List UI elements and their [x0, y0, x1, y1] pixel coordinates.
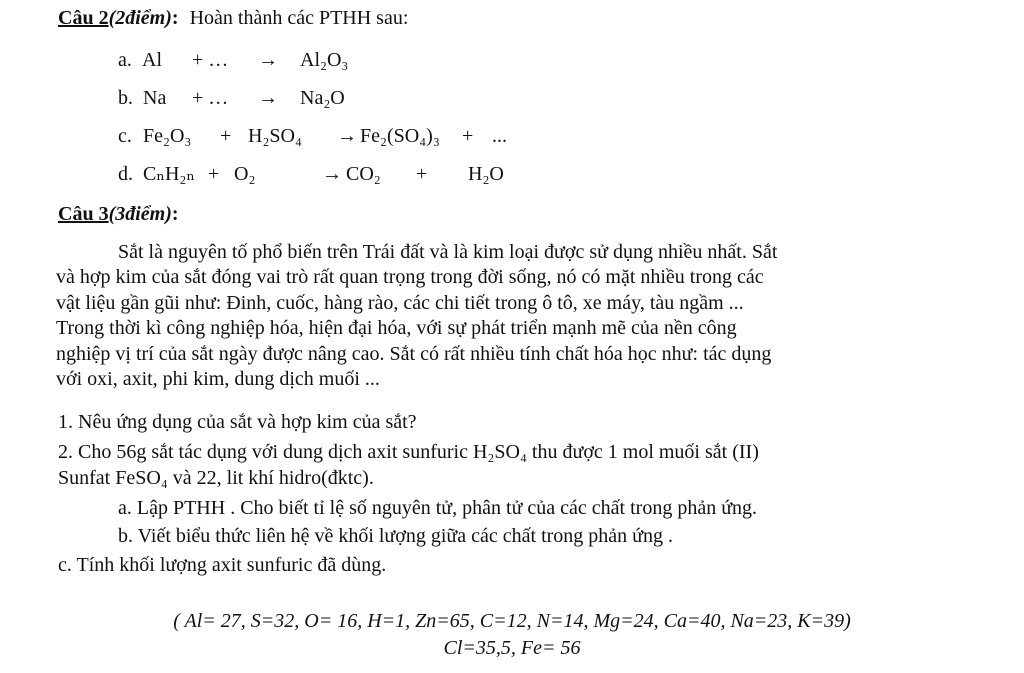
q3-sub-b: b. Viết biểu thức liên hệ về khối lượng giữa các chất trong phản ứng .	[118, 525, 673, 547]
q3-item-2-line-1: 2. Cho 56g sắt tác dụng với dung dịch axit sunfuric H₂SO₄ thu được 1 mol muối sắt (II)	[58, 441, 759, 463]
eq-d-plus-1: +	[208, 163, 220, 185]
q2-equation-d	[0, 164, 1024, 188]
eq-a-arrow: →	[258, 49, 278, 71]
q3-intro-paragraph	[56, 240, 946, 392]
eq-b-reactant: Na	[143, 87, 167, 109]
paragraph-line: vật liệu gần gũi như: Đinh, cuốc, hàng rào, các chi tiết trong ô tô, xe máy, tàu ngầm ...	[56, 291, 744, 314]
q3-sub-a: a. Lập PTHH . Cho biết tỉ lệ số nguyên tử, phân tử của các chất trong phản ứng.	[118, 497, 758, 519]
eq-d-arrow: →	[322, 163, 342, 185]
atomic-masses-line-1: ( Al= 27, S=32, O= 16, H=1, Zn=65, C=12, N=14, Mg=24, Ca=40, Na=23, K=39)	[173, 610, 851, 632]
q3-item-2-line-2: Sunfat FeSO₄ và 22, lit khí hidro(đktc).	[58, 467, 374, 489]
eq-c-plus-2: +	[462, 125, 474, 147]
q3-heading	[58, 204, 179, 224]
eq-a-reactant: Al	[142, 49, 162, 71]
eq-b-arrow: →	[258, 87, 278, 109]
eq-c-label: c.	[118, 125, 132, 147]
eq-b-plus: + …	[192, 87, 229, 109]
eq-c-reactant-1: Fe₂O₃	[143, 125, 192, 147]
atomic-masses-line-2: Cl=35,5, Fe= 56	[443, 637, 581, 659]
eq-d-plus-2: +	[416, 163, 428, 185]
eq-a-label: a.	[118, 49, 132, 71]
eq-b-product: Na₂O	[300, 87, 345, 109]
eq-b-label: b.	[118, 87, 133, 109]
eq-c-dots: ...	[492, 125, 507, 147]
eq-d-product-1: CO₂	[346, 163, 381, 185]
q3-sub-c: c. Tính khối lượng axit sunfuric đã dùng.	[58, 554, 387, 576]
eq-d-label: d.	[118, 163, 133, 185]
eq-d-reactant-1: CₙH₂ₙ	[143, 163, 196, 185]
q3-number: Câu 3	[58, 203, 109, 225]
eq-c-product-1: Fe₂(SO₄)₃	[360, 125, 440, 147]
eq-c-arrow: →	[337, 125, 357, 147]
eq-d-reactant-2: O₂	[234, 163, 256, 185]
q3-colon: :	[171, 203, 179, 225]
q2-heading	[58, 8, 408, 28]
paragraph-line: Trong thời kì công nghiệp hóa, hiện đại hóa, với sự phát triển mạnh mẽ của nền công	[56, 317, 737, 340]
paragraph-line: Sắt là nguyên tố phổ biến trên Trái đất và là kim loại được sử dụng nhiều nhất. Sắt	[118, 241, 778, 263]
q3-item-1: 1. Nêu ứng dụng của sắt và hợp kim của sắt?	[58, 411, 417, 433]
q2-equation-c	[0, 126, 1024, 150]
eq-c-plus-1: +	[220, 125, 232, 147]
paragraph-line: nghiệp vị trí của sắt ngày được nâng cao. Sắt có rất nhiều tính chất hóa học như: tác dụng	[56, 342, 772, 365]
eq-a-product: Al₂O₃	[300, 49, 349, 71]
q3-points: (3điểm)	[108, 203, 172, 225]
eq-d-product-2: H₂O	[468, 163, 504, 185]
q2-equation-b	[0, 88, 1024, 112]
q2-prompt: Hoàn thành các PTHH sau:	[189, 7, 409, 29]
q2-equation-a	[0, 50, 1024, 74]
paragraph-line: và hợp kim của sắt đóng vai trò rất quan trọng trong đời sống, nó có mặt nhiều trong các	[56, 266, 764, 289]
paragraph-line: với oxi, axit, phi kim, dung dịch muối ...	[56, 367, 380, 390]
q2-colon: :	[171, 7, 179, 29]
eq-a-plus: + …	[192, 49, 229, 71]
eq-c-reactant-2: H₂SO₄	[248, 125, 302, 147]
q2-number: Câu 2	[58, 7, 109, 29]
q2-points: (2điểm)	[108, 7, 172, 29]
